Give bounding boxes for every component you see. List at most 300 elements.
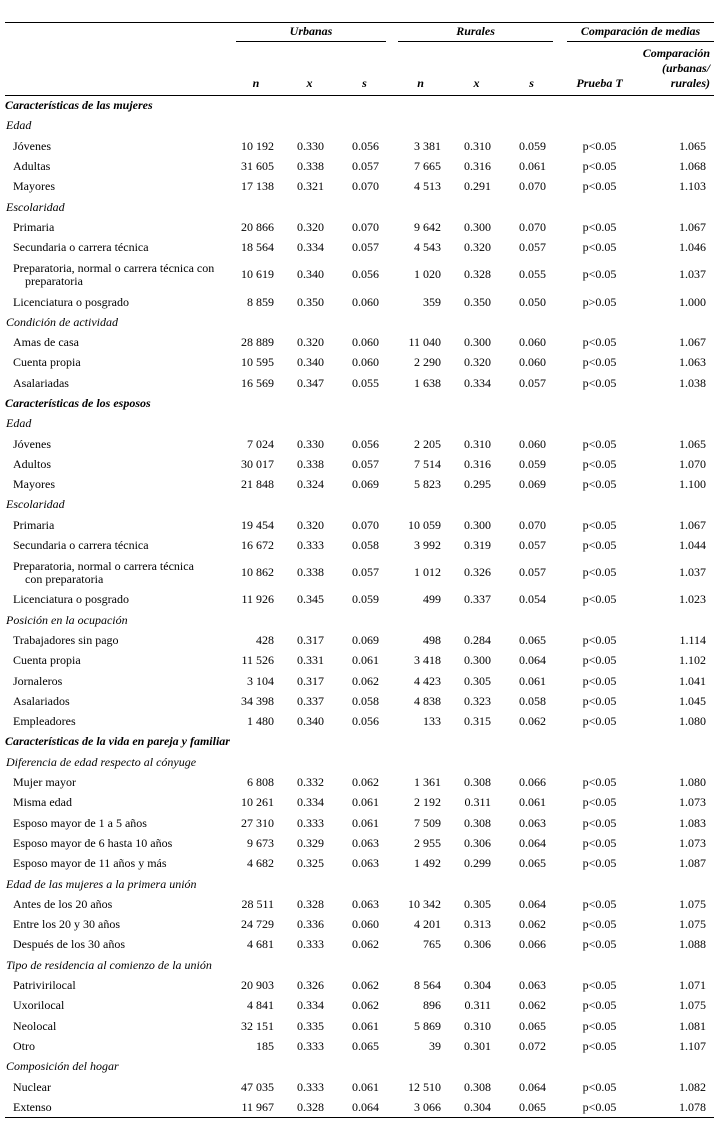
row-label xyxy=(5,556,230,590)
section-label: Características de las mujeres xyxy=(5,98,153,113)
table-row xyxy=(5,515,714,535)
cell-comparacion: 1.081 xyxy=(679,1018,707,1033)
table-row xyxy=(5,217,714,237)
table-row xyxy=(5,651,714,671)
cell-urban-s: 0.062 xyxy=(352,998,380,1013)
cell-comparacion: 1.100 xyxy=(679,477,707,492)
cell-urban-x: 0.338 xyxy=(297,159,324,174)
table-row xyxy=(5,454,714,474)
cell-rural-s: 0.062 xyxy=(519,714,547,729)
cell-prueba-t: p<0.05 xyxy=(582,456,617,471)
cell-prueba-t: p<0.05 xyxy=(582,355,617,370)
cell-urban-n: 428 xyxy=(256,632,274,647)
cell-urban-x: 0.335 xyxy=(297,1018,324,1033)
row-label: Primaria xyxy=(13,219,55,234)
cell-urban-s: 0.064 xyxy=(337,1097,392,1117)
cell-urban-x: 0.320 xyxy=(297,335,324,350)
cell-comparacion: 1.038 xyxy=(679,375,707,390)
cell-urban-x: 0.328 xyxy=(282,1097,337,1117)
cell-rural-n: 133 xyxy=(423,714,442,729)
cell-rural-s: 0.061 xyxy=(519,795,547,810)
row-label: Mujer mayor xyxy=(13,775,76,790)
cell-rural-x: 0.328 xyxy=(464,267,492,282)
cell-urban-n: 3 104 xyxy=(247,673,274,688)
cell-rural-s: 0.061 xyxy=(519,673,547,688)
subsection-header xyxy=(5,197,714,217)
cell-urban-s: 0.061 xyxy=(352,1079,380,1094)
row-label: Esposo mayor de 11 años y más xyxy=(13,856,167,871)
cell-rural-n: 499 xyxy=(423,592,442,607)
cell-rural-n: 498 xyxy=(423,632,442,647)
cell-rural-n: 765 xyxy=(423,937,442,952)
cell-rural-s: 0.065 xyxy=(519,632,547,647)
cell-comparacion: 1.045 xyxy=(679,693,707,708)
cell-rural-n: 1 492 xyxy=(414,856,442,871)
subsection-label: Edad xyxy=(6,118,32,133)
cell-rural-n: 7 665 xyxy=(414,159,442,174)
row-label: Después de los 30 años xyxy=(13,937,125,952)
cell-comparacion: 1.070 xyxy=(679,456,707,471)
cell-urban-n: 10 192 xyxy=(241,138,274,153)
cell-urban-s: 0.058 xyxy=(352,693,380,708)
cell-rural-n: 4 201 xyxy=(414,917,442,932)
cell-rural-s: 0.070 xyxy=(519,179,547,194)
table-row xyxy=(5,1016,714,1036)
cell-comparacion: 1.065 xyxy=(679,436,707,451)
cell-comparacion: 1.044 xyxy=(679,538,707,553)
cell-prueba-t: p<0.05 xyxy=(582,653,617,668)
cell-rural-s: 0.070 xyxy=(519,219,547,234)
cell-rural-s: 0.072 xyxy=(519,1038,547,1053)
cell-rural-n: 1 638 xyxy=(414,375,442,390)
row-label: Uxorilocal xyxy=(13,998,65,1013)
cell-rural-x: 0.326 xyxy=(464,565,492,580)
cell-comparacion: 1.037 xyxy=(679,565,707,580)
cell-urban-n: 10 261 xyxy=(241,795,274,810)
cell-rural-s: 0.058 xyxy=(519,693,547,708)
cell-urban-s: 0.062 xyxy=(352,978,380,993)
cell-prueba-t: p<0.05 xyxy=(582,937,617,952)
cell-urban-n: 34 398 xyxy=(241,693,274,708)
table-row xyxy=(5,1036,714,1056)
cell-comparacion: 1.088 xyxy=(679,937,707,952)
cell-urban-n: 10 595 xyxy=(241,355,274,370)
table-row xyxy=(5,156,714,176)
group-header-comparacion: Comparación de medias xyxy=(559,23,714,44)
cell-urban-s: 0.056 xyxy=(352,714,380,729)
row-label xyxy=(5,258,230,292)
col-header-urban-s: s xyxy=(337,43,392,96)
data-table xyxy=(5,22,714,1118)
cell-rural-n: 12 510 xyxy=(408,1079,442,1094)
table-row xyxy=(5,136,714,156)
cell-rural-s: 0.057 xyxy=(519,538,547,553)
cell-comparacion: 1.067 xyxy=(679,219,707,234)
cell-rural-x: 0.323 xyxy=(464,693,492,708)
cell-rural-n: 4 513 xyxy=(414,179,442,194)
cell-rural-n: 3 381 xyxy=(414,138,442,153)
table-row xyxy=(5,332,714,352)
cell-urban-s: 0.055 xyxy=(352,375,380,390)
cell-prueba-t: p<0.05 xyxy=(582,856,617,871)
cell-comparacion: 1.082 xyxy=(679,1079,707,1094)
cell-rural-s: 0.064 xyxy=(519,1079,547,1094)
cell-urban-x: 0.350 xyxy=(297,294,324,309)
cell-urban-x: 0.325 xyxy=(297,856,324,871)
row-label: Neolocal xyxy=(13,1018,57,1033)
table-row xyxy=(5,258,714,292)
cell-urban-s: 0.063 xyxy=(352,835,380,850)
cell-urban-x: 0.333 xyxy=(297,1038,324,1053)
cell-urban-s: 0.063 xyxy=(352,896,380,911)
cell-rural-x: 0.308 xyxy=(464,1079,492,1094)
cell-comparacion: 1.071 xyxy=(679,978,707,993)
cell-rural-x: 0.310 xyxy=(464,436,492,451)
table-page xyxy=(5,22,714,1118)
cell-rural-x: 0.310 xyxy=(464,138,492,153)
cell-rural-x: 0.311 xyxy=(464,795,492,810)
section-label: Características de la vida en pareja y familiar xyxy=(5,734,230,749)
cell-rural-s: 0.060 xyxy=(519,436,547,451)
cell-urban-x: 0.332 xyxy=(297,775,324,790)
cell-rural-s: 0.069 xyxy=(519,477,547,492)
cell-urban-x: 0.330 xyxy=(297,138,324,153)
cell-rural-x: 0.305 xyxy=(464,673,492,688)
cell-rural-n: 1 012 xyxy=(414,565,442,580)
row-label: Patrivirilocal xyxy=(13,978,76,993)
cell-rural-x: 0.320 xyxy=(464,355,492,370)
cell-prueba-t: p<0.05 xyxy=(582,538,617,553)
subsection-label: Escolaridad xyxy=(6,497,65,512)
cell-urban-x: 0.333 xyxy=(297,538,324,553)
cell-rural-n: 11 040 xyxy=(408,335,442,350)
row-label: Extenso xyxy=(5,1097,230,1117)
cell-rural-n: 4 838 xyxy=(414,693,442,708)
subsection-header xyxy=(5,312,714,332)
cell-prueba-t: p<0.05 xyxy=(582,714,617,729)
cell-rural-s: 0.065 xyxy=(519,856,547,871)
row-label: Jóvenes xyxy=(13,436,51,451)
cell-rural-s: 0.050 xyxy=(519,294,547,309)
cell-rural-n: 3 992 xyxy=(414,538,442,553)
cell-urban-n: 11 967 xyxy=(230,1097,282,1117)
cell-prueba-t: p<0.05 xyxy=(582,1038,617,1053)
cell-urban-n: 185 xyxy=(256,1038,274,1053)
cell-rural-x: 0.311 xyxy=(464,998,492,1013)
row-label: Empleadores xyxy=(13,714,76,729)
row-label: Jornaleros xyxy=(13,673,63,688)
table-row xyxy=(5,434,714,454)
row-label: Adultas xyxy=(13,159,51,174)
cell-urban-n: 11 526 xyxy=(241,653,274,668)
cell-rural-s: 0.057 xyxy=(519,565,547,580)
cell-prueba-t: p<0.05 xyxy=(582,693,617,708)
cell-urban-s: 0.070 xyxy=(352,219,380,234)
col-header-prueba-t: Prueba T xyxy=(559,43,640,96)
cell-urban-x: 0.345 xyxy=(297,592,324,607)
row-label: Otro xyxy=(13,1038,35,1053)
cell-urban-x: 0.326 xyxy=(297,978,324,993)
row-label: Mayores xyxy=(13,477,55,492)
cell-rural-n: 8 564 xyxy=(414,978,442,993)
cell-rural-x: 0.304 xyxy=(449,1097,504,1117)
table-row xyxy=(5,590,714,610)
table-row xyxy=(5,691,714,711)
section-label: Características de los esposos xyxy=(5,396,151,410)
table-row xyxy=(5,894,714,914)
cell-rural-s: 0.063 xyxy=(519,815,547,830)
cell-urban-x: 0.333 xyxy=(297,815,324,830)
cell-comparacion: 1.073 xyxy=(679,795,707,810)
cell-urban-x: 0.333 xyxy=(297,1079,324,1094)
row-label: Primaria xyxy=(13,517,55,532)
row-label: Misma edad xyxy=(13,795,72,810)
cell-rural-s: 0.066 xyxy=(519,937,547,952)
cell-rural-s: 0.057 xyxy=(519,240,547,255)
cell-urban-x: 0.334 xyxy=(297,998,324,1013)
table-row xyxy=(5,813,714,833)
header-blank xyxy=(5,23,230,44)
cell-rural-x: 0.300 xyxy=(464,335,492,350)
cell-urban-n: 10 619 xyxy=(241,267,274,282)
cell-prueba-t: p<0.05 xyxy=(582,565,617,580)
cell-rural-x: 0.306 xyxy=(464,835,492,850)
cell-rural-s: 0.070 xyxy=(519,517,547,532)
table-row xyxy=(5,854,714,874)
subsection-header xyxy=(5,874,714,894)
row-label: Esposo mayor de 6 hasta 10 años xyxy=(13,835,173,850)
cell-rural-s: 0.064 xyxy=(519,896,547,911)
cell-urban-x: 0.331 xyxy=(297,653,324,668)
cell-urban-x: 0.333 xyxy=(297,937,324,952)
table-row xyxy=(5,475,714,495)
row-label: Asalariados xyxy=(13,693,70,708)
section-header xyxy=(5,732,714,752)
cell-rural-s: 0.054 xyxy=(519,592,547,607)
table-row xyxy=(5,1097,714,1117)
cell-rural-n: 7 514 xyxy=(414,456,442,471)
row-label: Nuclear xyxy=(13,1079,51,1094)
cell-rural-s: 0.066 xyxy=(519,775,547,790)
cell-urban-n: 31 605 xyxy=(241,159,274,174)
cell-comparacion: 1.065 xyxy=(679,138,707,153)
cell-rural-s: 0.055 xyxy=(519,267,547,282)
cell-rural-s: 0.059 xyxy=(519,138,547,153)
cell-prueba-t: p<0.05 xyxy=(582,673,617,688)
cell-prueba-t: p<0.05 xyxy=(559,1097,640,1117)
cell-urban-x: 0.340 xyxy=(297,267,324,282)
cell-rural-s: 0.062 xyxy=(519,917,547,932)
cell-comparacion: 1.063 xyxy=(679,355,707,370)
table-row xyxy=(5,996,714,1016)
subsection-header xyxy=(5,752,714,772)
cell-urban-n: 8 859 xyxy=(247,294,274,309)
cell-urban-s: 0.060 xyxy=(352,355,380,370)
subsection-label: Edad de las mujeres a la primera unión xyxy=(6,876,197,891)
cell-rural-n: 10 059 xyxy=(408,517,442,532)
cell-urban-s: 0.061 xyxy=(352,795,380,810)
table-row xyxy=(5,772,714,792)
cell-urban-x: 0.320 xyxy=(297,517,324,532)
row-label: Secundaria o carrera técnica xyxy=(13,240,149,255)
cell-urban-x: 0.338 xyxy=(297,565,324,580)
subsection-label: Composición del hogar xyxy=(6,1059,119,1074)
cell-urban-s: 0.065 xyxy=(352,1038,380,1053)
cell-rural-n: 4 543 xyxy=(414,240,442,255)
cell-rural-x: 0.313 xyxy=(464,917,492,932)
cell-rural-s: 0.064 xyxy=(519,835,547,850)
cell-urban-x: 0.330 xyxy=(297,436,324,451)
cell-urban-n: 28 889 xyxy=(241,335,274,350)
cell-urban-n: 21 848 xyxy=(241,477,274,492)
cell-urban-s: 0.060 xyxy=(352,917,380,932)
row-label: Antes de los 20 años xyxy=(13,896,113,911)
cell-urban-s: 0.057 xyxy=(352,159,380,174)
col-header-rural-n: n xyxy=(392,43,449,96)
cell-comparacion: 1.046 xyxy=(679,240,707,255)
cell-rural-s: 0.065 xyxy=(519,1018,547,1033)
cell-rural-x: 0.308 xyxy=(464,775,492,790)
cell-rural-n: 5 869 xyxy=(414,1018,442,1033)
cell-rural-n: 2 955 xyxy=(414,835,442,850)
cell-urban-n: 4 681 xyxy=(247,937,274,952)
cell-rural-n: 1 020 xyxy=(414,267,442,282)
cell-comparacion: 1.075 xyxy=(679,998,707,1013)
cell-rural-n: 2 290 xyxy=(414,355,442,370)
cell-comparacion: 1.041 xyxy=(679,673,707,688)
cell-urban-n: 16 569 xyxy=(241,375,274,390)
cell-prueba-t: p<0.05 xyxy=(582,436,617,451)
cell-urban-s: 0.062 xyxy=(352,937,380,952)
cell-comparacion: 1.107 xyxy=(679,1038,707,1053)
cell-rural-x: 0.320 xyxy=(464,240,492,255)
col-header-comparacion: Comparación (urbanas/ rurales) xyxy=(640,43,714,96)
subsection-label: Posición en la ocupación xyxy=(6,612,128,627)
cell-rural-s: 0.059 xyxy=(519,456,547,471)
cell-prueba-t: p<0.05 xyxy=(582,592,617,607)
row-label-line2: preparatoria xyxy=(25,273,83,288)
cell-urban-s: 0.056 xyxy=(352,138,380,153)
cell-rural-x: 0.315 xyxy=(464,714,492,729)
section-header xyxy=(5,96,714,116)
cell-rural-x: 0.291 xyxy=(464,179,492,194)
row-label: Jóvenes xyxy=(13,138,51,153)
cell-rural-s: 0.064 xyxy=(519,653,547,668)
cell-urban-x: 0.336 xyxy=(297,917,324,932)
row-label: Secundaria o carrera técnica xyxy=(13,538,149,553)
cell-comparacion: 1.067 xyxy=(679,517,707,532)
subsection-header xyxy=(5,116,714,136)
cell-comparacion: 1.000 xyxy=(679,294,707,309)
cell-rural-x: 0.305 xyxy=(464,896,492,911)
cell-rural-x: 0.350 xyxy=(464,294,492,309)
cell-urban-x: 0.338 xyxy=(297,456,324,471)
cell-urban-n: 4 841 xyxy=(247,998,274,1013)
subsection-label: Condición de actividad xyxy=(6,314,118,329)
cell-urban-n: 18 564 xyxy=(241,240,274,255)
cell-urban-n: 19 454 xyxy=(241,517,274,532)
cell-comparacion: 1.083 xyxy=(679,815,707,830)
cell-urban-s: 0.056 xyxy=(352,267,380,282)
table-row xyxy=(5,935,714,955)
cell-urban-s: 0.057 xyxy=(352,456,380,471)
cell-comparacion: 1.080 xyxy=(679,775,707,790)
table-row xyxy=(5,238,714,258)
cell-urban-s: 0.057 xyxy=(352,565,380,580)
cell-urban-n: 30 017 xyxy=(241,456,274,471)
cell-urban-s: 0.062 xyxy=(352,673,380,688)
cell-urban-s: 0.059 xyxy=(352,592,380,607)
cell-urban-x: 0.337 xyxy=(297,693,324,708)
row-label: Licenciatura o posgrado xyxy=(13,592,129,607)
cell-urban-n: 1 480 xyxy=(247,714,274,729)
cell-rural-x: 0.295 xyxy=(464,477,492,492)
cell-urban-n: 20 866 xyxy=(241,219,274,234)
cell-comparacion: 1.075 xyxy=(679,896,707,911)
cell-rural-n: 7 509 xyxy=(414,815,442,830)
cell-comparacion: 1.075 xyxy=(679,917,707,932)
cell-rural-s: 0.060 xyxy=(519,355,547,370)
cell-rural-x: 0.306 xyxy=(464,937,492,952)
col-header-urban-n: n xyxy=(230,43,282,96)
cell-urban-n: 7 024 xyxy=(247,436,274,451)
cell-prueba-t: p<0.05 xyxy=(582,477,617,492)
cell-rural-n: 9 642 xyxy=(414,219,442,234)
cell-urban-n: 27 310 xyxy=(241,815,274,830)
cell-urban-x: 0.317 xyxy=(297,632,324,647)
cell-urban-n: 47 035 xyxy=(241,1079,274,1094)
cell-rural-s: 0.063 xyxy=(519,978,547,993)
col-header-rural-s: s xyxy=(504,43,559,96)
table-row xyxy=(5,292,714,312)
table-row xyxy=(5,177,714,197)
row-label-line1: Preparatoria, normal o carrera técnica xyxy=(13,558,194,573)
col-header-rural-x: x xyxy=(449,43,504,96)
cell-urban-x: 0.324 xyxy=(297,477,324,492)
cell-urban-s: 0.061 xyxy=(352,815,380,830)
cell-urban-x: 0.320 xyxy=(297,219,324,234)
table-row xyxy=(5,914,714,934)
subsection-header xyxy=(5,610,714,630)
cell-prueba-t: p<0.05 xyxy=(582,517,617,532)
section-header xyxy=(5,393,714,413)
cell-urban-n: 9 673 xyxy=(247,835,274,850)
cell-rural-s: 0.061 xyxy=(519,159,547,174)
cell-urban-x: 0.334 xyxy=(297,240,324,255)
cell-comparacion: 1.080 xyxy=(679,714,707,729)
cell-urban-n: 6 808 xyxy=(247,775,274,790)
group-header-urbanas: Urbanas xyxy=(230,23,392,44)
cell-rural-x: 0.310 xyxy=(464,1018,492,1033)
table-row xyxy=(5,1077,714,1097)
cell-prueba-t: p<0.05 xyxy=(582,375,617,390)
cell-urban-x: 0.328 xyxy=(297,896,324,911)
table-row xyxy=(5,373,714,393)
cell-urban-n: 24 729 xyxy=(241,917,274,932)
cell-rural-s: 0.060 xyxy=(519,335,547,350)
table-row xyxy=(5,712,714,732)
cell-rural-n: 3 418 xyxy=(414,653,442,668)
cell-prueba-t: p<0.05 xyxy=(582,138,617,153)
cell-prueba-t: p<0.05 xyxy=(582,1018,617,1033)
cell-prueba-t: p>0.05 xyxy=(582,294,617,309)
cell-comparacion: 1.023 xyxy=(679,592,707,607)
cell-urban-x: 0.321 xyxy=(297,179,324,194)
subsection-label: Escolaridad xyxy=(6,199,65,214)
cell-urban-n: 4 682 xyxy=(247,856,274,871)
row-label: Amas de casa xyxy=(13,335,79,350)
cell-prueba-t: p<0.05 xyxy=(582,815,617,830)
